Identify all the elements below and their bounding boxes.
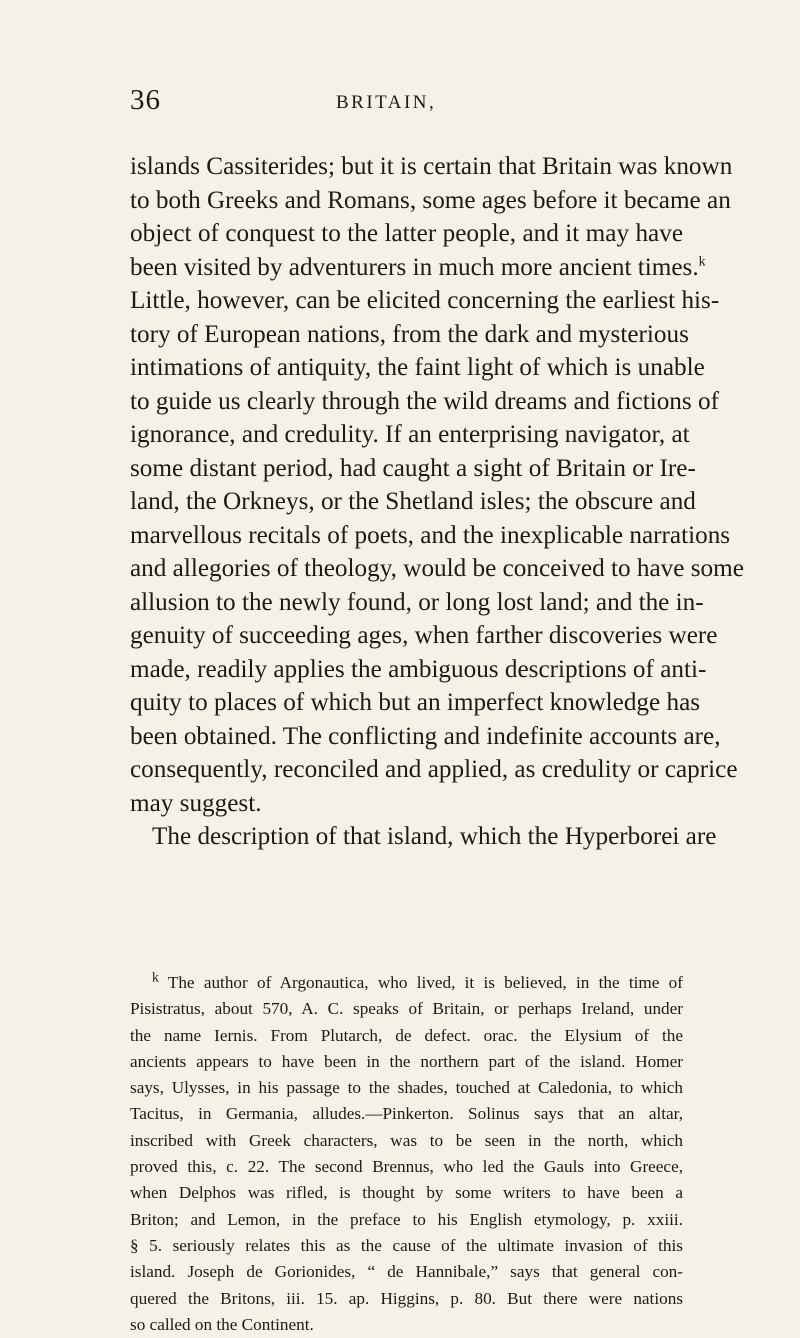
text-line-content: been visited by adventurers in much more ancient times. xyxy=(130,253,699,281)
footnote-line: when Delphos was rifled, is thought by some writers to have been a xyxy=(130,1183,683,1203)
text-line: tory of European nations, from the dark and mysterious xyxy=(130,320,689,348)
footnote-line: § 5. seriously relates this as the cause of the ultimate invasion of this xyxy=(130,1235,683,1255)
footnote-reference: k xyxy=(698,253,706,269)
page-number: 36 xyxy=(130,84,161,116)
text-line: The description of that island, which the Hyperborei are xyxy=(152,823,717,850)
text-line: genuity of succeeding ages, when farther discoveries were xyxy=(130,622,718,649)
text-line: marvellous recitals of poets, and the inexplicable narrations xyxy=(130,521,731,549)
footnote-line: ancients appears to have been in the northern part of the island. Homer xyxy=(130,1051,683,1071)
text-line: intimations of antiquity, the faint light of which is unable xyxy=(130,354,705,381)
text-line: object of conquest to the latter people, and it may have xyxy=(130,220,683,247)
text-line: and allegories of theology, would be conceived to have some xyxy=(130,555,744,582)
footnote-line-content: The author of Argonautica, who lived, it is believed, in the time of xyxy=(167,973,683,992)
text-line: ignorance, and credulity. If an enterprising navigator, at xyxy=(130,421,690,448)
footnote-line: Pisistratus, about 570, A. C. speaks of Britain, or perhaps Ireland, under xyxy=(130,999,683,1019)
footnote-marker: k xyxy=(152,969,159,985)
footnote-line: says, Ulysses, in his passage to the shades, touched at Caledonia, to which xyxy=(130,1078,683,1098)
text-line: quity to places of which but an imperfect knowledge has xyxy=(130,689,701,716)
footnote-line: Tacitus, in Germania, alludes.—Pinkerton. Solinus says that an altar, xyxy=(130,1104,683,1124)
text-line: consequently, reconciled and applied, as credulity or caprice xyxy=(130,756,738,783)
text-line: made, readily applies the ambiguous descriptions of anti- xyxy=(130,655,707,683)
footnote-line: island. Joseph de Gorionides, “ de Hannibale,” says that general con- xyxy=(130,1262,683,1282)
text-line: to both Greeks and Romans, some ages before it became an xyxy=(130,186,731,214)
footnote-line: inscribed with Greek characters, was to be seen in the north, which xyxy=(130,1130,683,1150)
text-line: to guide us clearly through the wild dreams and fictions of xyxy=(130,387,719,415)
footnote-line: Briton; and Lemon, in the preface to his English etymology, p. xxiii. xyxy=(130,1209,683,1229)
footnote-line: so called on the Continent. xyxy=(130,1314,314,1334)
footnote-line xyxy=(130,970,683,996)
text-line: land, the Orkneys, or the Shetland isles; the obscure and xyxy=(130,488,696,515)
page-header xyxy=(130,84,680,124)
text-line: islands Cassiterides; but it is certain that Britain was known xyxy=(130,153,733,180)
footnote-line: the name Iernis. From Plutarch, de defect. orac. the Elysium of the xyxy=(130,1025,683,1045)
text-line xyxy=(130,251,706,285)
running-head: BRITAIN, xyxy=(336,92,437,113)
text-line: may suggest. xyxy=(130,789,262,817)
footnote xyxy=(130,970,683,1338)
text-line: some distant period, had caught a sight of Britain or Ire- xyxy=(130,454,696,482)
footnote-line: proved this, c. 22. The second Brennus, who led the Gauls into Greece, xyxy=(130,1157,683,1177)
footnote-line: quered the Britons, iii. 15. ap. Higgins, p. 80. But there were nations xyxy=(130,1288,683,1308)
text-line: Little, however, can be elicited concerning the earliest his- xyxy=(130,287,720,314)
text-line: allusion to the newly found, or long lost land; and the in- xyxy=(130,588,704,616)
main-text xyxy=(130,150,744,854)
text-line: been obtained. The conflicting and indefinite accounts are, xyxy=(130,722,721,750)
